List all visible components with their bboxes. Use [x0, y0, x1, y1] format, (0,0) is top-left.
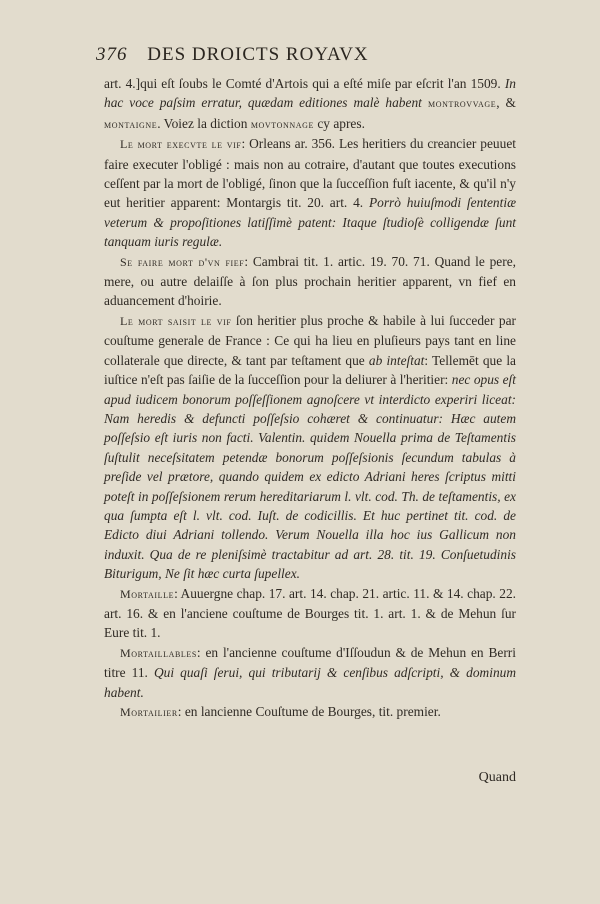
entry-term: Le mort saisit le vif	[120, 313, 232, 328]
paragraph	[104, 702, 516, 722]
text-run: art. 4.]qui eſt ſoubs le Comté d'Artois qui a eſté miſe par eſcrit l'an 1509.	[104, 76, 505, 91]
paragraph	[104, 252, 516, 311]
text-run: : Tellemēt que la iuſtice n'eſt pas ſaiſie de la ſucceſſion pour la deliurer à l'heritier:	[104, 352, 516, 388]
latin-gloss: ab inteſtat	[368, 352, 425, 368]
entry-term: Mortaille	[120, 586, 175, 601]
entry-term: movtonnage	[250, 116, 314, 131]
text-run: : Cambrai tit. 1. artic. 19. 70. 71. Quand le pere, mere, ou autre delaiſſe à ſon plus prochain heritier apparent, vn fief en aduancement d'hoirie.	[104, 253, 516, 309]
latin-gloss: Porrò huiuſmodi ſententiæ veterum & propoſitiones latiſſimè patent: Itaque ſtudioſè colligendæ ſunt tanquam iuris regulæ.	[104, 195, 516, 250]
paragraph	[104, 311, 516, 584]
page-number: 376	[96, 44, 128, 65]
entry-term: montrovvage	[421, 96, 497, 111]
latin-gloss: nec opus eſt apud iudicem bonorum poſſeſſionem agnoſcere vt interdicto experiri liceat: Nam heredis & defuncti poſſeſsio cohæret & continuatur: Hæc autem poſſeſsio eſt iuris non facti. Valentin. quidem Nouella prima de Teſtamentis ſuſtulit neceſsitatem petendæ bonorum poſſeſsionis ſecundum tabulas à preſide vel prætore, quando quidem ex edicto Adriani heres ſcriptus mitti poteſt in poſſeſsionem rerum hereditariarum l. vlt. cod. Th. de teſtamentis, ex qua ſumpta eſt l. vlt. cod. Iuſt. de codicillis. Et huc pertinet tit. cod. de Edicto diui Adriani tollendo. Verum Nouella illa hoc ius Gallicum non induxit. Qua de re pleniſsimè tractabitur ad art. 28. tit. 19. Conſuetudinis Biturigum, Ne ſit hæc curta ſupellex.	[104, 372, 516, 582]
latin-gloss: Qui quaſi ſerui, qui tributarij & cenſibus adſcripti, & dominum habent.	[104, 665, 517, 700]
entry-term: montaigne	[104, 116, 158, 131]
running-title: DES DROICTS ROYAVX	[147, 44, 369, 65]
body-text	[104, 74, 516, 722]
paragraph	[104, 643, 516, 702]
entry-term: Se faire mort d'vn fief	[120, 254, 245, 269]
entry-term: Mortailier	[120, 705, 178, 719]
paragraph	[104, 584, 516, 643]
paragraph	[104, 134, 516, 251]
text-run: ſon heritier plus proche & habile à lui ſucceder par couſtume generale de France : Ce qui ha lieu en pluſieurs pays tant en line collaterale que directe, & tant par teſtament que	[104, 312, 516, 368]
running-header	[96, 44, 516, 66]
entry-term: Le mort execvte le vif	[120, 137, 242, 152]
text-run: : Auuergne chap. 17. art. 14. chap. 21. artic. 11. & 14. chap. 22. art. 16. & en l'anciene couſtume de Bourges tit. 1. art. 1. & de Mehun ſur Eure tit. 1.	[104, 585, 516, 641]
text-run: . Voiez la diction	[157, 115, 251, 131]
paragraph	[104, 74, 516, 134]
text-run: : en lancienne Couſtume de Bourges, tit. premier.	[177, 704, 441, 719]
text-run: , &	[496, 95, 516, 111]
text-run: cy apres.	[314, 115, 365, 131]
text-run: : en l'ancienne couſtume d'Iſſoudun & de Mehun en Berri titre 11.	[104, 644, 516, 681]
text-run: : Orleans ar. 356. Les heritiers du creancier peuuet faire executer l'obligé : mais non au cotraire, d'autant que toutes executions ceſſent par la mort de l'obligé, ſinon que la ſucceſſion fuſt iacente, & qu'il n'y eut heritier apparent: Montargis tit. 20. art. 4.	[104, 136, 516, 211]
entry-term: Mortaillables	[120, 645, 197, 660]
latin-gloss: In hac voce paſsim erratur, quædam editiones malè habent	[104, 76, 516, 111]
catchword: Quand	[478, 770, 516, 785]
